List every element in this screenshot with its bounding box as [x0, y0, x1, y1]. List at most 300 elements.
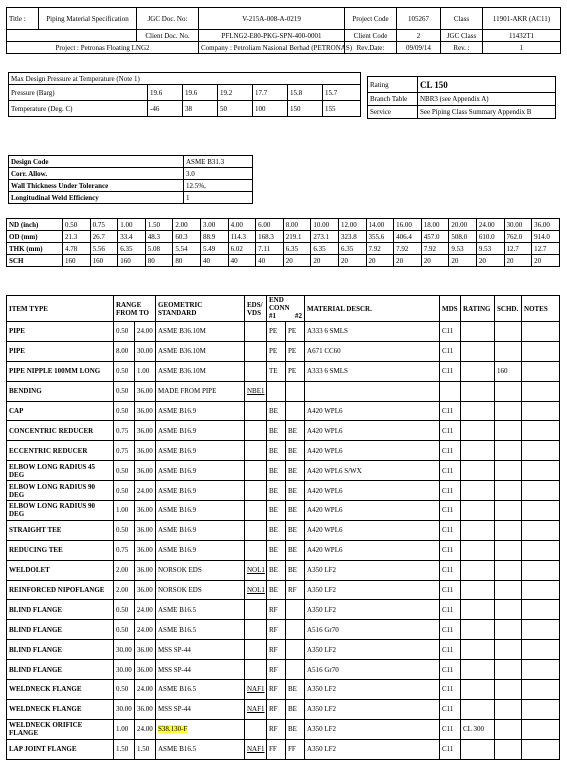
company-name: Company : Petroliam Nasional Berhad (PETRONAS) [199, 42, 345, 54]
item-row [7, 660, 560, 680]
item-range-to: 24.00 [135, 481, 156, 501]
item-type: PIPE [7, 341, 114, 361]
item-rating [461, 481, 495, 501]
item-notes [522, 680, 560, 700]
od-value: 60.3 [173, 231, 201, 243]
item-material: A350 LF2 [305, 560, 440, 580]
item-eds-vds[interactable] [245, 699, 267, 719]
item-standard-text: NORSOK EDS [158, 566, 202, 575]
item-type: ELBOW LONG RADIUS 90 DEG [7, 501, 114, 521]
item-material: A333 6 SMLS [305, 361, 440, 381]
item-end-1: BE [267, 461, 286, 481]
client-code-label: Client Code [345, 30, 397, 42]
eds-link[interactable]: NAF1 [247, 685, 265, 694]
items-header-row [7, 296, 560, 322]
item-schd [495, 520, 522, 540]
item-notes [522, 660, 560, 680]
header-end-conn-label: END CONN [269, 296, 290, 312]
pressure-value: 19.6 [183, 85, 218, 101]
item-range-to: 36.00 [135, 580, 156, 600]
item-rating [461, 381, 495, 401]
item-schd [495, 640, 522, 660]
item-mds [440, 381, 461, 401]
item-geometric-standard [156, 341, 245, 361]
item-geometric-standard [156, 580, 245, 600]
item-end-2: BE [286, 699, 305, 719]
nd-value: 1.50 [145, 219, 173, 231]
item-eds-vds[interactable] [245, 719, 267, 739]
item-type: ELBOW LONG RADIUS 90 DEG [7, 481, 114, 501]
sch-value: 20 [504, 255, 532, 267]
item-geometric-standard [156, 441, 245, 461]
item-eds-vds[interactable] [245, 381, 267, 401]
eds-link[interactable]: NAF1 [247, 745, 265, 754]
thk-value: 4.78 [63, 243, 91, 255]
item-rating [461, 560, 495, 580]
temperature-value: -46 [148, 101, 183, 117]
sch-row [7, 255, 560, 267]
item-notes [522, 699, 560, 719]
jgc-doc-value: V-215A-008-A-0219 [199, 8, 345, 30]
design-code-value: ASME B31.3 [184, 156, 253, 168]
eds-link[interactable]: NOL1 [247, 586, 265, 595]
item-eds-vds[interactable] [245, 580, 267, 600]
item-eds-vds[interactable] [245, 361, 267, 381]
item-mds: C11 [440, 660, 461, 680]
item-schd [495, 719, 522, 739]
sch-value: 40 [256, 255, 284, 267]
temperature-value: 50 [218, 101, 253, 117]
header-range: RANGE FROM TO [114, 296, 156, 322]
item-range-to: 36.00 [135, 501, 156, 521]
nd-value: 6.00 [256, 219, 284, 231]
title-label: Title : [7, 8, 39, 30]
sch-value: 160 [63, 255, 91, 267]
temperature-label: Temperature (Deg. C) [9, 101, 148, 117]
item-standard-text: ASME B16.9 [158, 407, 197, 415]
item-row [7, 540, 560, 560]
item-notes [522, 560, 560, 580]
item-type: LAP JOINT FLANGE [7, 739, 114, 759]
item-end-2 [286, 620, 305, 640]
item-notes [522, 361, 560, 381]
od-value: 48.3 [145, 231, 173, 243]
item-eds-vds[interactable] [245, 600, 267, 620]
item-range-to: 24.00 [135, 600, 156, 620]
item-mds: C11 [440, 520, 461, 540]
item-range-to: 36.00 [135, 401, 156, 421]
service-label: Service [368, 106, 418, 119]
item-geometric-standard [156, 600, 245, 620]
item-rating [461, 421, 495, 441]
item-mds: C11 [440, 699, 461, 719]
pressure-value: 17.7 [253, 85, 288, 101]
item-rating [461, 441, 495, 461]
item-type: REDUCING TEE [7, 540, 114, 560]
nd-value: 24.00 [476, 219, 504, 231]
item-row [7, 739, 560, 759]
item-range-from: 2.00 [114, 580, 135, 600]
item-notes [522, 481, 560, 501]
item-mds: C11 [440, 580, 461, 600]
item-row [7, 322, 560, 342]
item-row [7, 640, 560, 660]
item-row [7, 520, 560, 540]
item-row [7, 600, 560, 620]
header-end-2: #2 [295, 312, 303, 320]
design-code-label: Design Code [9, 156, 184, 168]
item-row [7, 501, 560, 521]
item-rating [461, 699, 495, 719]
item-standard-text: ASME B16.9 [158, 446, 197, 455]
item-end-1: TE [267, 361, 286, 381]
document-header [6, 7, 561, 54]
item-geometric-standard [156, 461, 245, 481]
rev-date-value: 09/09/14 [397, 42, 441, 54]
item-geometric-standard [156, 560, 245, 580]
od-value: 26.7 [90, 231, 118, 243]
item-schd [495, 540, 522, 560]
sch-value: 80 [145, 255, 173, 267]
item-eds-vds[interactable] [245, 540, 267, 560]
item-notes [522, 381, 560, 401]
item-eds-vds[interactable] [245, 401, 267, 421]
pressure-value: 19.2 [218, 85, 253, 101]
item-material: A420 WPL6 [305, 501, 440, 521]
item-type: REINFORCED NIPOFLANGE [7, 580, 114, 600]
item-schd [495, 461, 522, 481]
item-schd [495, 501, 522, 521]
client-doc-value: PFLNG2-E80-PKG-SPN-400-0001 [199, 30, 345, 42]
item-row [7, 341, 560, 361]
rating-table [367, 76, 556, 119]
item-schd [495, 441, 522, 461]
nd-value: 18.00 [421, 219, 449, 231]
item-type: BENDING [7, 381, 114, 401]
item-material: A420 WPL6 [305, 421, 440, 441]
item-type: WELDNECK ORIFICE FLANGE [7, 719, 114, 739]
item-end-1: RF [267, 620, 286, 640]
item-row [7, 381, 560, 401]
od-value: 508.0 [449, 231, 477, 243]
item-schd [495, 421, 522, 441]
wall-thickness-label: Wall Thickness Under Tolerance [9, 180, 184, 192]
item-geometric-standard [156, 620, 245, 640]
item-end-2 [286, 660, 305, 680]
jgc-class-value: 11432T1 [483, 30, 561, 42]
item-schd [495, 560, 522, 580]
item-eds-vds[interactable] [245, 560, 267, 580]
item-row [7, 719, 560, 739]
thk-value: 7.92 [394, 243, 422, 255]
item-rating [461, 501, 495, 521]
nd-value: 8.00 [283, 219, 311, 231]
item-rating [461, 461, 495, 481]
item-end-1: RF [267, 600, 286, 620]
od-value: 762.0 [504, 231, 532, 243]
item-mds: C11 [440, 719, 461, 739]
item-rating [461, 341, 495, 361]
item-end-2: BE [286, 461, 305, 481]
od-value: 355.6 [366, 231, 394, 243]
rating-value: CL 150 [418, 77, 556, 93]
od-value: 21.3 [63, 231, 91, 243]
eds-link[interactable]: NBE1 [247, 387, 265, 396]
item-range-from: 0.50 [114, 461, 135, 481]
item-range-from: 1.50 [114, 739, 135, 759]
item-standard-text: MSS SP-44 [158, 705, 191, 714]
item-eds-vds[interactable] [245, 640, 267, 660]
header-end-1: #1 [269, 312, 276, 320]
item-material: A420 WPL6 S/WX [305, 461, 440, 481]
item-standard-text: MSS SP-44 [158, 665, 191, 674]
item-material: A671 CC60 [305, 341, 440, 361]
item-standard-text: ASME B36.10M [158, 367, 206, 376]
od-value: 219.1 [283, 231, 311, 243]
item-mds: C11 [440, 739, 461, 759]
item-rating [461, 361, 495, 381]
item-range-to: 36.00 [135, 560, 156, 580]
item-end-1: RF [267, 660, 286, 680]
item-type: WELDNECK FLANGE [7, 680, 114, 700]
thk-label: THK (mm) [7, 243, 63, 255]
service-value: See Piping Class Summary Appendix B [418, 106, 556, 119]
item-eds-vds[interactable] [245, 520, 267, 540]
nd-value: 3.00 [200, 219, 228, 231]
item-notes [522, 421, 560, 441]
item-schd [495, 580, 522, 600]
item-material: A516 Gr70 [305, 660, 440, 680]
eds-link[interactable]: NOL1 [247, 566, 265, 575]
thk-row [7, 243, 560, 255]
item-range-from: 0.50 [114, 322, 135, 342]
item-end-1 [267, 381, 286, 401]
item-type: BLIND FLANGE [7, 660, 114, 680]
item-schd [495, 739, 522, 759]
eds-link[interactable]: NAF1 [247, 705, 265, 714]
item-range-from: 2.00 [114, 560, 135, 580]
item-range-from: 0.50 [114, 381, 135, 401]
item-notes [522, 441, 560, 461]
item-eds-vds[interactable] [245, 481, 267, 501]
item-mds: C11 [440, 341, 461, 361]
nd-value: 30.00 [504, 219, 532, 231]
item-type: BLIND FLANGE [7, 640, 114, 660]
item-end-2: BE [286, 441, 305, 461]
item-eds-vds[interactable] [245, 461, 267, 481]
item-row [7, 481, 560, 501]
pressure-value: 15.8 [288, 85, 323, 101]
item-mds: C11 [440, 441, 461, 461]
item-material: A333 6 SMLS [305, 322, 440, 342]
item-geometric-standard [156, 401, 245, 421]
header-mds: MDS [440, 296, 461, 322]
item-type: BLIND FLANGE [7, 600, 114, 620]
item-row [7, 421, 560, 441]
item-range-from: 0.50 [114, 520, 135, 540]
item-row [7, 699, 560, 719]
item-standard-text: ASME B16.5 [158, 605, 197, 614]
item-material: A350 LF2 [305, 699, 440, 719]
header-geometric-standard: GEOMETRIC STANDARD [156, 296, 245, 322]
jgc-class-label: JGC Class [441, 30, 483, 42]
item-rating [461, 660, 495, 680]
item-eds-vds[interactable] [245, 660, 267, 680]
temperature-value: 100 [253, 101, 288, 117]
od-value: 273.1 [311, 231, 339, 243]
item-row [7, 560, 560, 580]
wall-thickness-value: 12.5%, [184, 180, 253, 192]
item-eds-vds[interactable] [245, 501, 267, 521]
item-end-1: BE [267, 441, 286, 461]
item-row [7, 441, 560, 461]
item-eds-vds[interactable] [245, 421, 267, 441]
size-table [6, 218, 560, 267]
pressure-temperature-table [8, 72, 361, 117]
od-label: OD (mm) [7, 231, 63, 243]
item-rating [461, 640, 495, 660]
item-mds: C11 [440, 481, 461, 501]
item-geometric-standard [156, 381, 245, 401]
item-mds: C11 [440, 322, 461, 342]
item-type: ELBOW LONG RADIUS 45 DEG [7, 461, 114, 481]
od-value: 88.9 [200, 231, 228, 243]
jgc-doc-label: JGC Doc. No: [137, 8, 199, 30]
item-material: A350 LF2 [305, 580, 440, 600]
item-geometric-standard [156, 719, 245, 739]
thk-value: 5.08 [145, 243, 173, 255]
item-end-1: BE [267, 560, 286, 580]
item-end-1: BE [267, 540, 286, 560]
pressure-value: 15.7 [323, 85, 361, 101]
item-end-2: BE [286, 680, 305, 700]
item-notes [522, 322, 560, 342]
item-range-to: 30.00 [135, 341, 156, 361]
item-eds-vds[interactable] [245, 441, 267, 461]
item-end-1: RF [267, 699, 286, 719]
thk-value: 12.7 [532, 243, 560, 255]
sch-value: 20 [283, 255, 311, 267]
item-schd [495, 322, 522, 342]
item-end-2: BE [286, 481, 305, 501]
item-end-1: RF [267, 680, 286, 700]
item-eds-vds[interactable] [245, 341, 267, 361]
item-notes [522, 719, 560, 739]
item-schd [495, 401, 522, 421]
item-range-to: 24.00 [135, 620, 156, 640]
item-mds: C11 [440, 501, 461, 521]
item-standard-text: ASME B16.9 [158, 546, 197, 555]
item-range-from: 30.00 [114, 640, 135, 660]
item-schd [495, 620, 522, 640]
item-end-2: BE [286, 540, 305, 560]
thk-value: 9.53 [449, 243, 477, 255]
item-material: A350 LF2 [305, 640, 440, 660]
rev-date-label: Rev.Date: [345, 42, 397, 54]
nd-value: 0.75 [90, 219, 118, 231]
item-mds: C11 [440, 540, 461, 560]
item-geometric-standard [156, 481, 245, 501]
item-rating [461, 580, 495, 600]
item-geometric-standard [156, 501, 245, 521]
item-rating [461, 739, 495, 759]
item-range-to: 24.00 [135, 322, 156, 342]
thk-value: 5.49 [200, 243, 228, 255]
item-end-1: BE [267, 520, 286, 540]
branch-table-value: NBR3 (see Appendix A) [418, 93, 556, 106]
item-range-from: 0.50 [114, 680, 135, 700]
nd-value: 12.00 [338, 219, 366, 231]
header-eds-vds: EDS/ VDS [245, 296, 267, 322]
sch-value: 40 [228, 255, 256, 267]
item-end-2: BE [286, 520, 305, 540]
item-row [7, 680, 560, 700]
item-mds: C11 [440, 361, 461, 381]
item-eds-vds[interactable] [245, 322, 267, 342]
item-material: A516 Gr70 [305, 620, 440, 640]
item-range-from: 0.75 [114, 540, 135, 560]
item-range-to: 36.00 [135, 520, 156, 540]
item-rating [461, 401, 495, 421]
item-type: WELDOLET [7, 560, 114, 580]
item-geometric-standard [156, 699, 245, 719]
item-eds-vds[interactable] [245, 620, 267, 640]
item-range-from: 0.50 [114, 401, 135, 421]
project-code-label: Project Code [345, 8, 397, 30]
header-schd: SCHD. [495, 296, 522, 322]
item-end-1: BE [267, 401, 286, 421]
item-range-to: 36.00 [135, 660, 156, 680]
temperature-value: 155 [323, 101, 361, 117]
item-row [7, 361, 560, 381]
weld-efficiency-value: 1 [184, 192, 253, 204]
nd-value: 16.00 [394, 219, 422, 231]
header-rating: RATING [461, 296, 495, 322]
item-range-to: 1.50 [135, 739, 156, 759]
item-type: PIPE [7, 322, 114, 342]
item-geometric-standard [156, 322, 245, 342]
title-value: Piping Material Specification [39, 8, 137, 30]
item-type: STRAIGHT TEE [7, 520, 114, 540]
item-notes [522, 341, 560, 361]
thk-value: 5.54 [173, 243, 201, 255]
item-end-2: RF [286, 580, 305, 600]
item-end-2 [286, 600, 305, 620]
thk-value: 6.35 [283, 243, 311, 255]
item-range-from: 0.50 [114, 481, 135, 501]
rating-label: Rating [368, 77, 418, 93]
client-code-value: 2 [397, 30, 441, 42]
sch-value: 160 [90, 255, 118, 267]
item-end-2 [286, 381, 305, 401]
sch-value: 160 [118, 255, 146, 267]
item-eds-vds[interactable] [245, 739, 267, 759]
item-mds: C11 [440, 640, 461, 660]
item-notes [522, 520, 560, 540]
item-eds-vds[interactable] [245, 680, 267, 700]
item-range-to: 36.00 [135, 699, 156, 719]
item-material: A350 LF2 [305, 739, 440, 759]
item-end-1: BE [267, 580, 286, 600]
item-end-1: RF [267, 719, 286, 739]
item-schd [495, 680, 522, 700]
item-range-from: 30.00 [114, 699, 135, 719]
item-range-to: 36.00 [135, 540, 156, 560]
nd-value: 20.00 [449, 219, 477, 231]
item-range-from: 1.00 [114, 501, 135, 521]
item-standard-text: MSS SP-44 [158, 645, 191, 654]
item-notes [522, 580, 560, 600]
